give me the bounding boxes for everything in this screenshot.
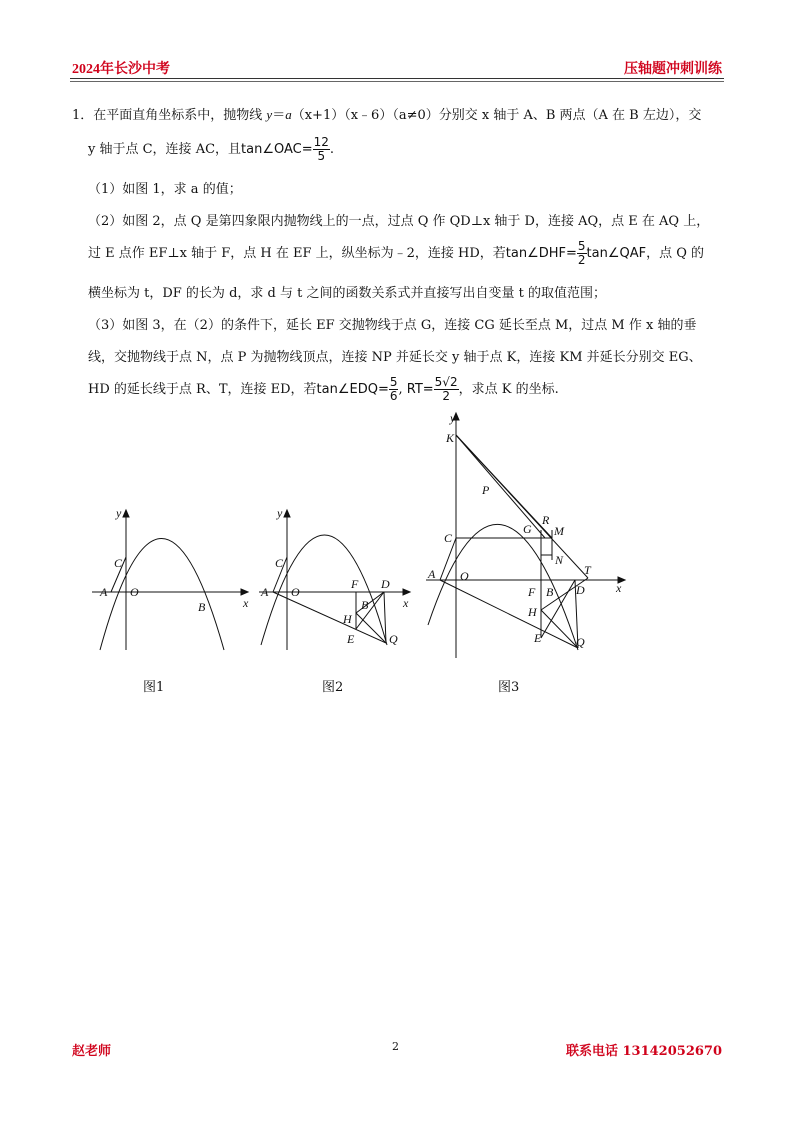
figure-3-caption: 图3 xyxy=(498,680,520,695)
label-o: O xyxy=(291,585,300,599)
label-y: y xyxy=(116,506,122,520)
label-o: O xyxy=(130,585,139,599)
label-e: E xyxy=(534,631,542,645)
part-3-line-2: 线，交抛物线于点 N，点 P 为抛物线顶点，连接 NP 并延长交 y 轴于点 K，连接 KM 并延长分别交 EG、 xyxy=(88,350,702,365)
figure-2 xyxy=(255,505,415,655)
label-a: A xyxy=(100,585,108,599)
label-q: Q xyxy=(576,635,585,649)
segment-kg xyxy=(456,435,552,538)
label-b: B xyxy=(361,598,369,612)
problem-line-1 xyxy=(72,104,701,123)
formula: tan∠OAC= xyxy=(241,142,313,157)
label-n: N xyxy=(555,553,564,567)
text: ，点 Q 的 xyxy=(646,246,705,261)
text: （x+1）（x﹣6）（a≠0）分别交 x 轴于 A、B 两点（A 在 B 左边），交 xyxy=(291,108,702,123)
label-b: B xyxy=(546,585,554,599)
text: a xyxy=(285,107,292,122)
text: HD 的延长线于点 R、T，连接 ED，若 xyxy=(88,382,317,397)
text: . xyxy=(329,142,335,157)
numerator: 5√2 xyxy=(434,375,458,389)
part-2-line-2 xyxy=(88,240,704,267)
segment-aq xyxy=(273,592,386,643)
label-x: x xyxy=(616,581,622,595)
label-d: D xyxy=(381,577,390,591)
part-1: （1）如图 1，求 a 的值； xyxy=(88,182,242,197)
text: y 轴于点 C，连接 AC，且 xyxy=(88,142,242,157)
denominator: 2 xyxy=(577,253,586,267)
label-x: x xyxy=(243,596,249,610)
fraction xyxy=(434,376,459,403)
figure-1 xyxy=(88,505,253,655)
problem-line-2 xyxy=(88,136,334,163)
label-y: y xyxy=(277,506,283,520)
page-number: 2 xyxy=(392,1040,399,1053)
part-3-line-1: （3）如图 3，在（2）的条件下，延长 EF 交抛物线于点 G，连接 CG 延长至点 M，过点 M 作 x 轴的垂 xyxy=(88,318,697,333)
label-t: T xyxy=(584,563,591,577)
figure-1-caption: 图1 xyxy=(143,680,165,695)
text: ，求点 K 的坐标. xyxy=(458,382,559,397)
segment-aq xyxy=(440,580,578,648)
problem-number: 1． xyxy=(72,108,94,123)
footer-left: 赵老师 xyxy=(72,1044,112,1059)
header-rule xyxy=(70,78,724,79)
figure-2-caption: 图2 xyxy=(322,680,344,695)
label-k: K xyxy=(446,431,455,445)
part-3-line-3: HD 的延长线于点 R、T，连接 ED，若tan∠EDQ= $\frac{5}{6}$ , RT= $\frac{5√2}{2}$ ，求点 K 的坐标. xyxy=(88,375,559,403)
text: y xyxy=(266,107,273,122)
formula: tan∠EDQ= xyxy=(316,382,389,397)
footer-right: 联系电话 13142052670 xyxy=(565,1044,722,1059)
formula: RT= xyxy=(406,382,434,397)
parabola xyxy=(261,535,387,645)
fraction xyxy=(389,376,399,403)
label-m: M xyxy=(554,524,564,538)
label-r: R xyxy=(542,513,550,527)
formula: tan∠QAF xyxy=(586,246,647,261)
denominator: 5 xyxy=(317,149,326,163)
numerator: 5 xyxy=(389,375,398,389)
label-o: O xyxy=(460,569,469,583)
label-f: F xyxy=(351,577,359,591)
label-d: D xyxy=(576,583,585,597)
denominator: 6 xyxy=(389,389,398,403)
label-h: H xyxy=(343,612,352,626)
fraction xyxy=(313,136,330,163)
header-left: 2024年长沙中考 xyxy=(72,62,170,77)
denominator: 2 xyxy=(442,389,450,403)
label-a: A xyxy=(428,567,436,581)
numerator: 12 xyxy=(313,135,329,149)
fraction xyxy=(577,240,587,267)
text: 过 E 点作 EF⊥x 轴于 F，点 H 在 EF 上，纵坐标为﹣2，连接 HD，若 xyxy=(88,246,506,261)
header-rule-thin xyxy=(70,81,724,82)
figure-3 xyxy=(420,410,635,660)
part-2-line-1: （2）如图 2，点 Q 是第四象限内抛物线上的一点，过点 Q 作 QD⊥x 轴于 D，连接 AQ，点 E 在 AQ 上， xyxy=(88,214,710,229)
y-axis-arrow xyxy=(123,510,129,517)
x-axis-arrow xyxy=(241,589,248,595)
label-h: H xyxy=(528,605,537,619)
label-a: A xyxy=(261,585,269,599)
header-right: 压轴题冲刺训练 xyxy=(624,62,722,77)
label-x: x xyxy=(403,596,409,610)
label-f: F xyxy=(528,585,536,599)
label-c: C xyxy=(444,531,453,545)
x-axis-arrow xyxy=(403,589,410,595)
label-p: P xyxy=(482,483,490,497)
label-g: G xyxy=(523,522,532,536)
y-axis-arrow xyxy=(284,510,290,517)
formula: tan∠DHF= xyxy=(505,246,577,261)
part-2-line-3: 横坐标为 t，DF 的长为 d，求 d 与 t 之间的函数关系式并直接写出自变量 t 的取值范围； xyxy=(88,286,606,301)
label-y: y xyxy=(450,411,456,425)
label-q: Q xyxy=(389,632,398,646)
label-b: B xyxy=(198,600,206,614)
label-e: E xyxy=(347,632,355,646)
numerator: 5 xyxy=(577,239,586,253)
text: ＝ xyxy=(272,108,286,123)
label-c: C xyxy=(114,556,123,570)
text: 在平面直角坐标系中，抛物线 xyxy=(93,108,267,123)
label-c: C xyxy=(275,556,284,570)
